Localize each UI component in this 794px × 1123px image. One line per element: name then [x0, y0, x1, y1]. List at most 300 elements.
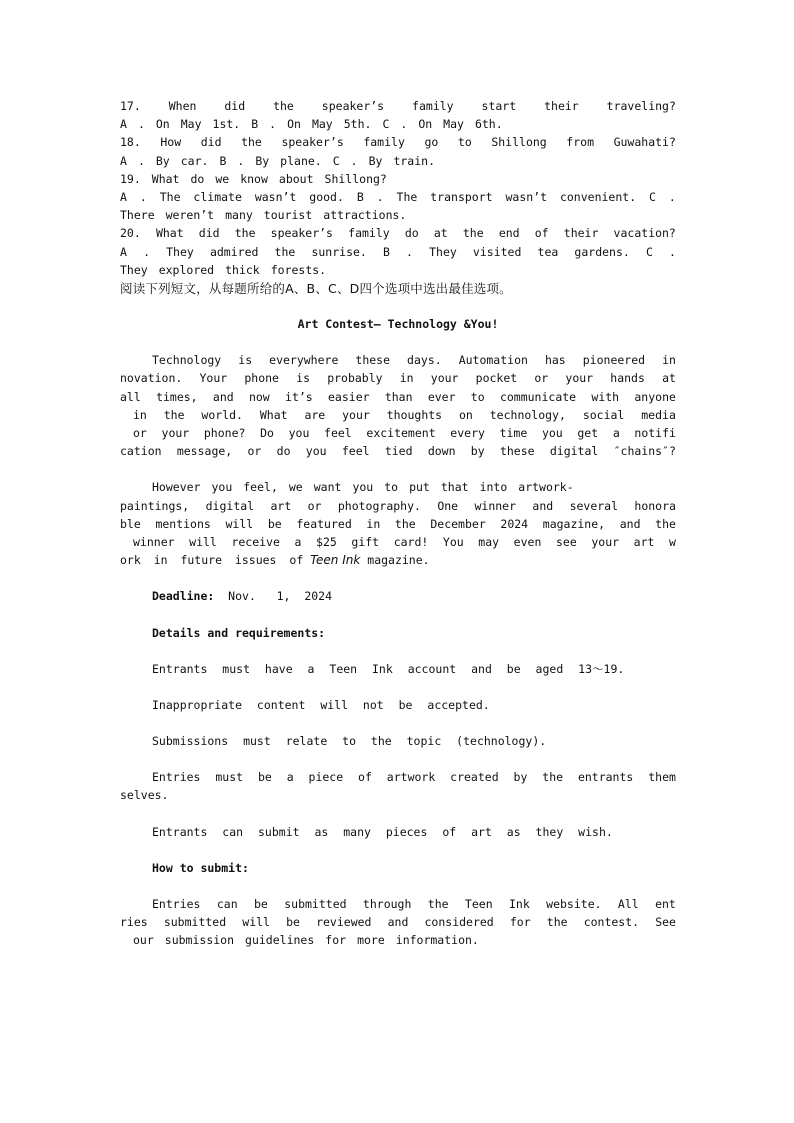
word: several	[569, 498, 619, 513]
paragraph-1-line-5	[120, 424, 676, 442]
word: may	[478, 534, 500, 549]
word: Ink	[509, 897, 530, 911]
paragraph-2-line-5-before: ork in future issues of	[120, 553, 304, 568]
word: anyone	[634, 389, 676, 404]
word: go	[424, 135, 439, 150]
word: that	[440, 480, 469, 495]
reading-instruction: 阅读下列短文，从每题所给的A、B、C、D四个选项中选出最佳选项。	[120, 280, 512, 296]
word: tourist	[263, 208, 313, 223]
word: end	[498, 226, 520, 241]
word: you	[288, 426, 310, 440]
question-18-stem	[120, 133, 676, 151]
word: probably	[327, 371, 383, 386]
word: want	[313, 480, 342, 495]
submit-line-1	[120, 895, 676, 913]
word: C	[332, 153, 340, 168]
question-20-options-line-2	[120, 261, 676, 279]
word: we	[288, 480, 303, 495]
word: .	[269, 117, 277, 132]
paragraph-1-line-6	[120, 442, 676, 460]
word: B	[382, 244, 390, 259]
word: 18.	[120, 135, 141, 150]
word: to	[384, 480, 399, 495]
paragraph-2-line-3	[120, 515, 676, 533]
word: into	[479, 480, 508, 495]
word: of	[358, 770, 372, 785]
word: A	[120, 189, 127, 204]
word: winner	[474, 498, 517, 513]
word: the	[546, 915, 568, 930]
word: climate	[193, 189, 242, 204]
word: car.	[180, 153, 209, 168]
word: message,	[176, 444, 233, 459]
word: all	[120, 389, 141, 404]
word: or	[247, 444, 262, 459]
word: photography.	[337, 498, 421, 513]
word: good.	[309, 189, 344, 204]
word: you	[541, 426, 563, 440]
word: .	[669, 244, 676, 259]
word: They	[120, 262, 148, 277]
word: admired	[209, 244, 259, 259]
paragraph-1-line-2	[120, 369, 676, 387]
word: honora	[634, 498, 676, 513]
word: be	[286, 915, 300, 930]
word: feel	[324, 426, 352, 440]
word: C	[649, 189, 656, 204]
word: we	[215, 171, 230, 186]
word: media	[641, 407, 676, 422]
word: has	[544, 353, 566, 368]
word: novation.	[120, 371, 183, 386]
teen-ink-brand-name: Teen Ink	[310, 553, 361, 568]
word: 20.	[120, 226, 141, 241]
word: B	[219, 153, 227, 168]
word: a	[286, 770, 294, 785]
word: You	[442, 534, 464, 549]
word: social	[582, 407, 625, 422]
word: and	[619, 516, 641, 531]
word: wasn’t	[254, 189, 297, 204]
paragraph-1-line-4	[120, 406, 676, 424]
word: your	[591, 534, 620, 549]
word: Automation	[458, 353, 528, 368]
word: you	[211, 480, 233, 495]
word: your	[342, 407, 370, 422]
word: for	[325, 933, 347, 948]
deadline-line	[120, 587, 676, 605]
word: your	[161, 426, 190, 440]
question-17-options	[120, 115, 676, 133]
word: technology,	[489, 407, 566, 422]
word: .	[406, 244, 413, 259]
word: On	[155, 117, 170, 132]
word: 5th.	[343, 117, 372, 132]
requirement-age: Entrants must have a Teen Ink account and be aged 13～19.	[152, 661, 625, 676]
word: .	[139, 189, 147, 204]
word: or	[534, 371, 549, 386]
word: did	[198, 226, 220, 241]
word: feel,	[243, 480, 278, 495]
word: of	[534, 226, 549, 241]
word: more	[357, 933, 385, 948]
question-18-options	[120, 152, 676, 170]
word: the	[163, 407, 185, 422]
word: phone	[244, 371, 279, 386]
word: tea	[537, 244, 559, 259]
word: artwork	[386, 770, 436, 785]
word: art	[633, 534, 655, 549]
word: On	[418, 117, 433, 132]
word: $25	[316, 534, 337, 549]
word: .	[237, 153, 245, 168]
word: the	[241, 135, 262, 150]
word: Entries	[152, 897, 201, 911]
word: communicate	[499, 389, 577, 404]
paragraph-1-line-1	[120, 351, 676, 369]
word: will	[225, 516, 254, 531]
word: magazine,	[542, 516, 606, 531]
requirement-topic: Submissions must relate to the topic (technology).	[152, 734, 547, 749]
word: days.	[407, 353, 442, 368]
word: created	[450, 770, 499, 785]
word: However	[152, 480, 201, 495]
word: art	[270, 498, 292, 513]
word: than	[384, 389, 413, 404]
word: entrants	[577, 770, 634, 785]
word: on	[459, 407, 473, 422]
word: w	[669, 534, 676, 549]
word: Shillong	[491, 135, 547, 150]
word: gift	[351, 534, 380, 549]
word: time	[499, 426, 528, 440]
word: and	[212, 389, 234, 404]
word: Your	[199, 371, 228, 386]
word: traveling?	[606, 99, 676, 113]
word: many	[225, 208, 253, 223]
article-paragraph-2	[120, 478, 676, 569]
word: By	[368, 153, 383, 168]
word: in	[133, 407, 147, 422]
word: is	[238, 353, 253, 368]
word: did	[224, 99, 246, 113]
word: thoughts	[386, 407, 443, 422]
word: with	[591, 389, 620, 404]
word: submitted	[163, 915, 227, 930]
word: See	[655, 915, 676, 930]
word: piece	[308, 770, 344, 785]
word: by	[513, 770, 528, 785]
word: C	[382, 117, 390, 132]
word: submitted	[284, 897, 347, 911]
word: Do	[260, 426, 274, 440]
word: 19.	[120, 171, 141, 186]
paragraph-2-line-5	[120, 551, 676, 569]
word: family	[348, 226, 390, 241]
word: and	[387, 915, 409, 930]
word: them	[648, 770, 676, 785]
word: .	[668, 189, 676, 204]
word: Technology	[152, 353, 222, 368]
word: .	[137, 117, 145, 132]
word: website.	[546, 897, 602, 911]
word: the	[655, 516, 676, 531]
word: tied	[384, 444, 413, 459]
word: 6th.	[474, 117, 503, 132]
word: A	[120, 244, 127, 259]
word: a	[612, 426, 620, 440]
word: plane.	[280, 153, 322, 168]
word: .	[143, 244, 150, 259]
word: will	[189, 534, 217, 549]
word: They	[429, 244, 457, 259]
question-20-stem	[120, 224, 676, 242]
word: every	[450, 426, 485, 440]
paragraph-2-line-5-after: magazine.	[367, 553, 430, 568]
word: thick	[225, 262, 260, 277]
word: at	[433, 226, 448, 241]
word: May	[311, 117, 333, 132]
word: cation	[120, 444, 162, 459]
word: 17.	[120, 99, 141, 113]
paragraph-2-line-1	[120, 478, 676, 496]
word: will	[242, 915, 270, 930]
word: did	[200, 135, 222, 150]
word: family	[363, 135, 405, 150]
word: pioneered	[582, 353, 646, 368]
word: these	[355, 353, 391, 368]
paragraph-1-line-3	[120, 388, 676, 406]
word: speaker’s	[321, 99, 385, 113]
word: All	[617, 897, 639, 911]
word: sunrise.	[311, 244, 367, 259]
word: excitement	[366, 426, 436, 440]
word: it’s	[285, 389, 313, 404]
word: speaker’s	[281, 135, 344, 150]
word: forests.	[270, 262, 327, 277]
requirement-artwork-line-2: selves.	[120, 788, 169, 803]
word: the	[462, 226, 484, 241]
word: artwork-	[518, 480, 574, 495]
word: do	[190, 171, 205, 186]
word: Shillong?	[324, 171, 387, 186]
word: do	[276, 444, 291, 459]
word: featured	[296, 516, 352, 531]
word: train.	[393, 153, 435, 168]
word: family	[412, 99, 454, 113]
word: gardens.	[574, 244, 630, 259]
word: be	[257, 770, 272, 785]
word: your	[430, 371, 459, 386]
deadline-value: Nov. 1, 2024	[228, 589, 333, 604]
word: from	[566, 135, 594, 150]
question-19-stem	[120, 170, 676, 188]
word: ″chains″?	[613, 444, 676, 459]
word: vacation?	[613, 226, 676, 241]
word: everywhere	[269, 353, 339, 368]
word: you	[305, 444, 327, 459]
word: times,	[156, 389, 198, 404]
word: the	[274, 244, 296, 259]
word: attractions.	[323, 208, 407, 223]
word: through	[362, 897, 412, 911]
word: .	[400, 117, 408, 132]
word: B	[356, 189, 364, 204]
submit-line-3	[120, 931, 676, 949]
word: How	[160, 135, 182, 150]
submit-line-2	[120, 913, 676, 931]
word: in	[366, 516, 381, 531]
word: A	[120, 153, 127, 168]
word: do	[404, 226, 419, 241]
word: speaker’s	[270, 226, 333, 241]
word: submission	[164, 933, 235, 948]
word: C	[645, 244, 653, 259]
word: pocket	[475, 371, 518, 386]
word: winner	[133, 534, 175, 549]
word: ble	[120, 516, 141, 531]
requirement-artwork-line-1	[120, 768, 676, 786]
word: see	[555, 534, 577, 549]
word: digital	[549, 444, 599, 459]
word: .	[376, 189, 384, 204]
word: A	[120, 117, 127, 132]
word: for	[509, 915, 531, 930]
word: .	[350, 153, 358, 168]
word: the	[273, 99, 294, 113]
word: May	[180, 117, 202, 132]
word: ent	[655, 897, 676, 911]
document-page	[120, 97, 676, 950]
word: Entries	[152, 770, 201, 785]
word: By	[255, 153, 270, 168]
word: On	[287, 117, 301, 132]
word: What	[155, 226, 184, 241]
word: B	[251, 117, 259, 132]
word: to	[470, 389, 485, 404]
word: What	[259, 407, 288, 422]
word: be	[267, 516, 282, 531]
word: weren’t	[165, 208, 215, 223]
question-19-options-line-2	[120, 206, 676, 224]
word: They	[166, 244, 194, 259]
word: The	[396, 189, 418, 204]
word: By	[155, 153, 170, 168]
word: the	[394, 516, 416, 531]
word: guidelines	[245, 933, 315, 948]
word: the	[427, 897, 449, 911]
word: digital	[205, 498, 255, 513]
deadline-label: Deadline:	[152, 589, 215, 604]
submit-heading: How to submit:	[152, 860, 249, 875]
word: be	[254, 897, 268, 911]
word: mentions	[155, 516, 211, 531]
word: reviewed	[316, 915, 372, 930]
word: are	[304, 407, 326, 422]
word: their	[563, 226, 599, 241]
paragraph-2-line-4	[120, 533, 676, 551]
word: Teen	[464, 897, 493, 911]
word: these	[499, 444, 535, 459]
article-paragraph-1	[120, 351, 676, 460]
paragraph-2-line-2	[120, 497, 676, 515]
word: 2024	[500, 516, 529, 531]
word: to	[457, 135, 472, 150]
word: When	[168, 99, 197, 113]
word: your	[565, 371, 594, 386]
word: know	[240, 171, 268, 186]
word: phone?	[203, 426, 246, 440]
word: explored	[158, 262, 215, 277]
word: card!	[393, 534, 429, 549]
word: or	[307, 498, 322, 513]
word: in	[662, 353, 676, 368]
word: about	[278, 171, 314, 186]
word: ries	[120, 915, 148, 930]
article-title: Art Contest— Technology &You!	[297, 317, 499, 332]
word: the	[234, 226, 256, 241]
word: their	[544, 99, 579, 113]
word: information.	[395, 933, 479, 948]
word: One	[437, 498, 459, 513]
word: by	[470, 444, 485, 459]
word: contest.	[583, 915, 640, 930]
word: The	[159, 189, 181, 204]
word: now	[248, 389, 270, 404]
word: and	[532, 498, 554, 513]
word: visited	[472, 244, 522, 259]
requirement-artwork	[120, 768, 676, 804]
question-20-options-line-1	[120, 243, 676, 261]
word: the	[542, 770, 564, 785]
word: receive	[231, 534, 280, 549]
word: or	[133, 426, 147, 440]
word: in	[399, 371, 414, 386]
word: at	[662, 371, 676, 386]
word: paintings,	[120, 498, 190, 513]
word: .	[137, 153, 145, 168]
word: put	[409, 480, 430, 495]
word: feel	[341, 444, 370, 459]
word: considered	[424, 915, 494, 930]
word: must	[215, 770, 244, 785]
word: our	[133, 933, 154, 948]
word: transport	[430, 189, 493, 204]
word: notifi	[634, 426, 676, 440]
word: May	[443, 117, 464, 132]
question-17-stem	[120, 97, 676, 115]
word: ever	[427, 389, 456, 404]
word: There	[120, 208, 155, 223]
word: wasn’t	[505, 189, 548, 204]
word: 1st.	[212, 117, 241, 132]
requirement-pieces: Entrants can submit as many pieces of art as they wish.	[152, 824, 613, 839]
word: a	[294, 534, 302, 549]
word: can	[216, 897, 238, 911]
submit-paragraph	[120, 895, 676, 950]
question-19-options-line-1	[120, 188, 676, 206]
word: is	[296, 371, 311, 386]
word: world.	[201, 407, 243, 422]
word: down	[427, 444, 456, 459]
word: December	[430, 516, 486, 531]
word: hands	[610, 371, 645, 386]
word: Guwahati?	[613, 135, 676, 150]
word: even	[513, 534, 542, 549]
details-heading: Details and requirements:	[152, 625, 326, 640]
word: convenient.	[559, 189, 637, 204]
word: you	[352, 480, 374, 495]
